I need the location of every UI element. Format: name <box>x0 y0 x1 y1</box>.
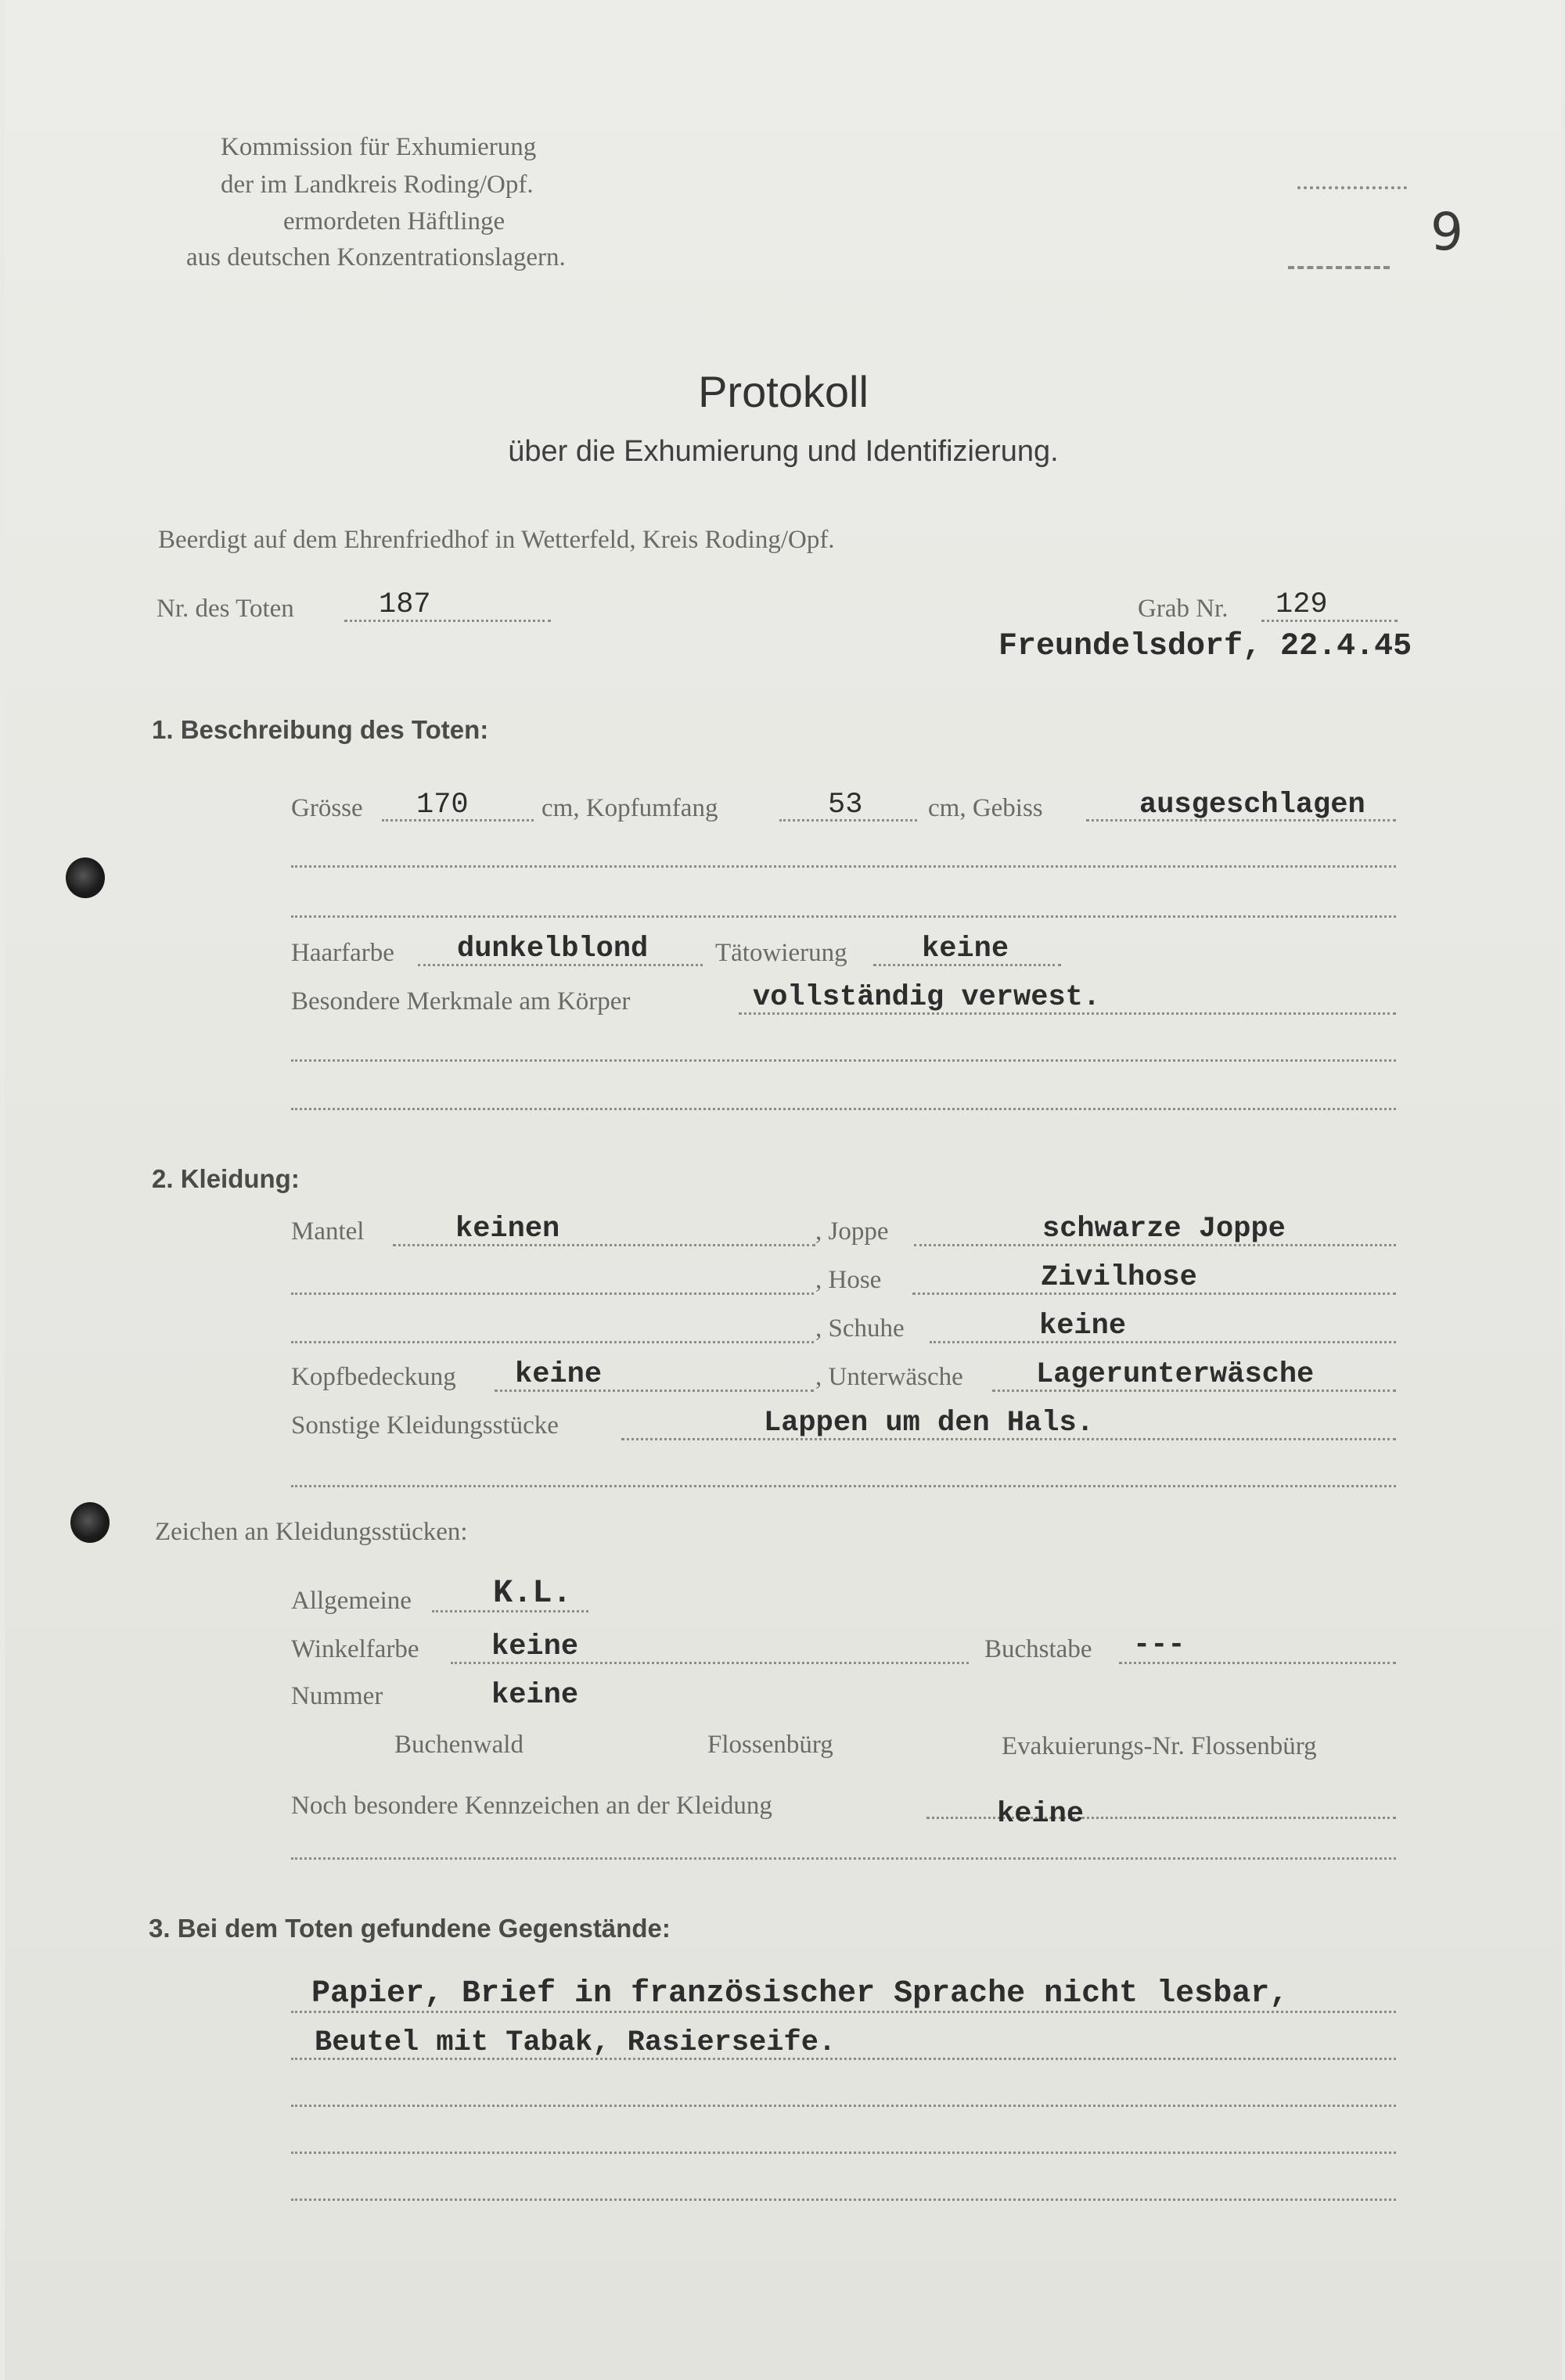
hair-value: dunkelblond <box>457 933 649 965</box>
section-3-heading: 3. Bei dem Toten gefundene Gegenstände: <box>149 1914 671 1943</box>
tattoo-label: Tätowierung <box>715 939 847 967</box>
kopfbedeckung-label: Kopfbedeckung <box>291 1363 456 1391</box>
allgemeine-value: K.L. <box>493 1574 572 1612</box>
noch-label: Noch besondere Kennzeichen an der Kleidung <box>291 1792 772 1820</box>
commission-line-4: aus deutschen Konzentrationslagern. <box>186 243 566 271</box>
schuhe-label: , Schuhe <box>815 1314 905 1343</box>
dead-no-value: 187 <box>379 588 431 621</box>
noch-value: keine <box>997 1798 1085 1831</box>
hose-label: , Hose <box>815 1266 882 1294</box>
hair-label: Haarfarbe <box>291 939 394 967</box>
cm-gebiss-label: cm, Gebiss <box>928 794 1043 822</box>
marks-value: vollständig verwest. <box>753 981 1101 1014</box>
buchstabe-dots <box>1119 1662 1396 1664</box>
protocol-page <box>5 0 1562 2380</box>
col-evakuierungs-nr: Evakuierungs-Nr. Flossenbürg <box>1002 1732 1317 1760</box>
hose-value: Zivilhose <box>1041 1261 1197 1294</box>
sonstige-label: Sonstige Kleidungsstücke <box>291 1411 559 1440</box>
marks-heading: Zeichen an Kleidungsstücken: <box>155 1518 468 1546</box>
page-subtitle: über die Exhumierung und Identifizierung. <box>508 435 1059 468</box>
items-blank-line-1 <box>291 2105 1396 2107</box>
section-1-blank-line-1 <box>291 865 1396 868</box>
winkelfarbe-label: Winkelfarbe <box>291 1635 419 1663</box>
unterwaesche-value: Lagerunterwäsche <box>1036 1358 1315 1391</box>
height-label: Grösse <box>291 794 363 822</box>
tattoo-value: keine <box>922 933 1009 965</box>
grave-label: Grab Nr. <box>1138 595 1229 623</box>
joppe-label: , Joppe <box>815 1217 889 1246</box>
marks-blank-line <box>291 1857 1396 1860</box>
col-buchenwald: Buchenwald <box>394 1731 523 1759</box>
section-1-heading: 1. Beschreibung des Toten: <box>152 715 489 744</box>
commission-line-1: Kommission für Exhumierung <box>221 133 537 161</box>
nummer-label: Nummer <box>291 1682 383 1710</box>
section-1-blank-line-3 <box>291 1059 1396 1062</box>
teeth-value: ausgeschlagen <box>1139 789 1365 821</box>
top-right-dashes <box>1288 266 1390 269</box>
section-1-blank-line-2 <box>291 915 1396 918</box>
section-2-blank-line <box>291 1485 1396 1487</box>
grave-value: 129 <box>1275 588 1328 621</box>
joppe-value: schwarze Joppe <box>1042 1213 1286 1246</box>
burial-line: Beerdigt auf dem Ehrenfriedhof in Wetterfeld, Kreis Roding/Opf. <box>158 526 835 554</box>
items-line-1: Papier, Brief in französischer Sprache nicht lesbar, <box>311 1976 1289 2011</box>
dead-no-dots <box>344 620 551 622</box>
items-blank-line-3 <box>291 2198 1396 2201</box>
page-number: 9 <box>1430 202 1463 262</box>
punch-hole-bottom <box>70 1502 110 1543</box>
height-value: 170 <box>416 789 469 821</box>
mantel-value: keinen <box>455 1213 560 1246</box>
buchstabe-value: --- <box>1133 1629 1185 1662</box>
commission-line-2: der im Landkreis Roding/Opf. <box>221 171 534 199</box>
schuhe-dots <box>930 1341 1396 1343</box>
items-blank-line-2 <box>291 2152 1396 2154</box>
section-1-blank-line-4 <box>291 1108 1396 1110</box>
winkelfarbe-value: keine <box>491 1630 579 1663</box>
kopfbedeckung-value: keine <box>515 1358 603 1391</box>
dead-no-label: Nr. des Toten <box>156 595 294 623</box>
hose-left-dots <box>291 1292 814 1295</box>
buchstabe-label: Buchstabe <box>984 1635 1092 1663</box>
page-title: Protokoll <box>698 367 869 416</box>
punch-hole-top <box>66 857 105 898</box>
top-right-dots <box>1297 186 1407 189</box>
col-flossenbuerg: Flossenbürg <box>707 1731 833 1759</box>
mantel-label: Mantel <box>291 1217 365 1246</box>
schuhe-left-dots <box>291 1341 814 1343</box>
place-date: Freundelsdorf, 22.4.45 <box>998 629 1412 664</box>
allgemeine-label: Allgemeine <box>291 1587 412 1615</box>
commission-line-3: ermordeten Häftlinge <box>283 207 505 235</box>
nummer-value: keine <box>491 1679 579 1712</box>
section-2-heading: 2. Kleidung: <box>152 1164 300 1193</box>
cm-kopfumfang-label: cm, Kopfumfang <box>541 794 718 822</box>
sonstige-value: Lappen um den Hals. <box>764 1407 1094 1440</box>
marks-label: Besondere Merkmale am Körper <box>291 987 631 1016</box>
schuhe-value: keine <box>1039 1310 1127 1343</box>
unterwaesche-label: , Unterwäsche <box>815 1363 963 1391</box>
head-value: 53 <box>828 789 863 821</box>
items-line-2: Beutel mit Tabak, Rasierseife. <box>315 2026 836 2059</box>
